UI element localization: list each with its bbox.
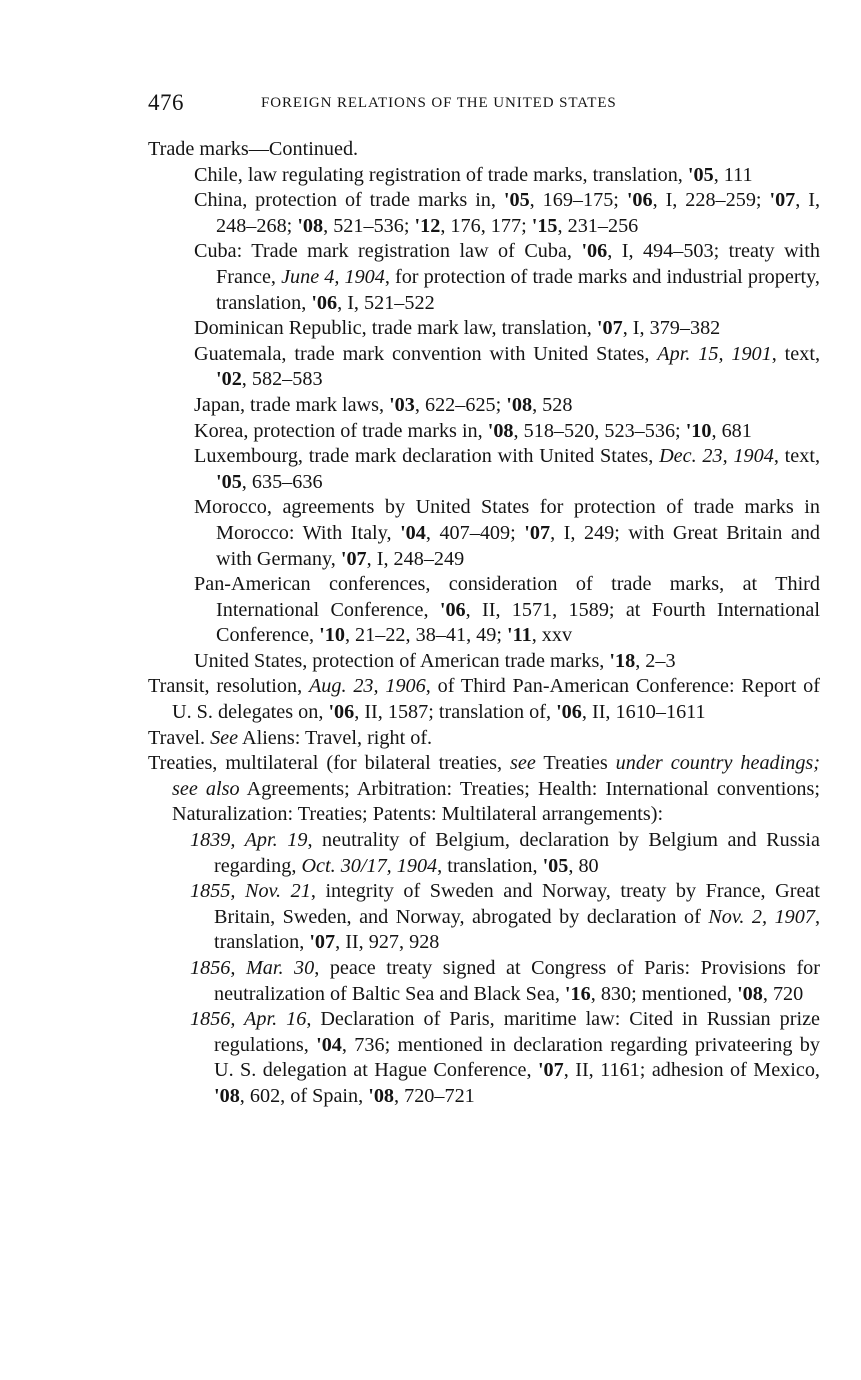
year-reference: '08 bbox=[297, 214, 324, 237]
entry-text: , 635–636 bbox=[241, 470, 323, 493]
entry-text: Pan-American conferences, consideration of trade marks, at Third International Conference, bbox=[194, 573, 820, 621]
index-subentry bbox=[148, 572, 820, 649]
entry-text: Japan, trade mark laws, bbox=[194, 393, 390, 416]
year-reference: '05 bbox=[687, 163, 714, 186]
italic-text: Dec. 23, 1904 bbox=[659, 445, 774, 468]
entry-text: , 582–583 bbox=[241, 368, 323, 391]
italic-text: 1855, Nov. 21 bbox=[190, 880, 311, 903]
year-reference: '07 bbox=[537, 1059, 564, 1082]
entry-text: Treaties, multilateral (for bilateral treaties, bbox=[148, 752, 510, 775]
entry-text: , I, 521–522 bbox=[337, 291, 435, 314]
entry-text: , 720 bbox=[762, 982, 804, 1005]
italic-text: Nov. 2, 1907 bbox=[708, 905, 815, 928]
index-subentry bbox=[148, 419, 820, 445]
year-reference: '04 bbox=[400, 521, 426, 544]
entry-text: , II, 1610–1611 bbox=[581, 701, 706, 724]
year-reference: '08 bbox=[214, 1084, 240, 1107]
index-subentry bbox=[148, 163, 820, 189]
year-reference: '10 bbox=[319, 624, 345, 647]
year-reference: '11 bbox=[507, 624, 532, 647]
entry-text: , 21–22, 38–41, 49; bbox=[344, 624, 507, 647]
italic-text: under country headings; see also bbox=[172, 752, 821, 800]
entry-text: , peace treaty signed at Congress of Paris: Provisions for neutralization of Baltic Sea and Black Sea, bbox=[214, 957, 820, 1005]
year-reference: '06 bbox=[439, 598, 466, 621]
entry-text: , 528 bbox=[532, 393, 573, 416]
entry-text: Korea, protection of trade marks in, bbox=[194, 419, 488, 442]
year-reference: '12 bbox=[414, 214, 441, 237]
year-reference: '03 bbox=[389, 393, 415, 416]
entry-text: , Declaration of Paris, maritime law: Cited in Russian prize regulations, bbox=[214, 1008, 820, 1056]
year-reference: '08 bbox=[506, 393, 533, 416]
page-number: 476 bbox=[148, 90, 184, 115]
year-reference: '06 bbox=[626, 189, 653, 212]
index-heading-entry bbox=[148, 137, 820, 163]
entry-text: , 176, 177; bbox=[440, 214, 532, 237]
year-reference: '06 bbox=[328, 701, 355, 724]
entry-text: , 169–175; bbox=[529, 189, 627, 212]
entry-text: Chile, law regulating registration of trade marks, translation, bbox=[194, 163, 688, 186]
year-reference: '02 bbox=[216, 368, 242, 391]
entry-text: , 736; mentioned in declaration regarding privateering by U. S. delegation at Hague Conference, bbox=[214, 1033, 820, 1082]
entry-text: , 720–721 bbox=[394, 1084, 475, 1107]
index-heading-entry bbox=[148, 674, 820, 725]
index-subentry bbox=[148, 956, 820, 1007]
entry-text: Treaties bbox=[535, 752, 616, 775]
entry-text: United States, protection of American trade marks, bbox=[194, 649, 610, 672]
entry-text: Dominican Republic, trade mark law, translation, bbox=[194, 317, 597, 340]
entry-text: , neutrality of Belgium, declaration by Belgium and Russia regarding, bbox=[214, 829, 820, 877]
entry-text: , I, 248–268; bbox=[216, 189, 820, 237]
index-subentry bbox=[148, 342, 820, 393]
entry-text: , for protection of trade marks and industrial property, translation, bbox=[216, 265, 820, 314]
italic-text: June 4, 1904 bbox=[281, 265, 385, 288]
year-reference: '07 bbox=[596, 317, 623, 340]
year-reference: '07 bbox=[524, 521, 551, 544]
year-reference: '07 bbox=[340, 547, 367, 570]
year-reference: '18 bbox=[609, 649, 636, 672]
entry-text: , integrity of Sweden and Norway, treaty by France, Great Britain, Sweden, and Norway, abrogated by declaration of bbox=[214, 880, 820, 928]
entry-text: Morocco, agreements by United States for protection of trade marks in Morocco: With Italy, bbox=[194, 496, 820, 544]
index-subentry bbox=[148, 188, 820, 239]
entry-text: , I, 249; with Great Britain and with Germany, bbox=[216, 521, 821, 570]
index-subentry bbox=[148, 495, 820, 572]
entry-text: Travel. bbox=[148, 726, 211, 749]
entry-text: , translation, bbox=[214, 905, 820, 954]
italic-text: see bbox=[510, 752, 536, 775]
year-reference: '07 bbox=[769, 189, 796, 212]
index-subentry bbox=[148, 828, 820, 879]
entry-text: , translation, bbox=[437, 854, 543, 877]
entry-text: Trade marks—Continued. bbox=[148, 138, 359, 160]
year-reference: '05 bbox=[542, 854, 569, 877]
italic-text: See bbox=[210, 726, 239, 749]
index-subentry bbox=[148, 1007, 820, 1109]
entry-text: , I, 379–382 bbox=[622, 317, 721, 340]
year-reference: '04 bbox=[316, 1033, 342, 1056]
page-header bbox=[148, 90, 818, 120]
year-reference: '06 bbox=[581, 240, 608, 263]
entry-text: , 111 bbox=[713, 163, 753, 186]
entry-text: China, protection of trade marks in, bbox=[194, 189, 504, 212]
index-subentry bbox=[148, 393, 820, 419]
year-reference: '10 bbox=[685, 419, 712, 442]
entry-text: , 80 bbox=[568, 854, 599, 877]
index-subentry bbox=[148, 879, 820, 956]
entry-text: , 681 bbox=[711, 419, 752, 442]
entry-text: Transit, resolution, bbox=[148, 675, 309, 698]
index-subentry bbox=[148, 316, 820, 342]
italic-text: Aug. 23, 1906 bbox=[308, 675, 426, 698]
year-reference: '06 bbox=[311, 291, 338, 314]
year-reference: '05 bbox=[503, 189, 530, 212]
index-heading-entry bbox=[148, 726, 820, 752]
entry-text: , 2–3 bbox=[635, 649, 676, 672]
entry-text: , I, 248–249 bbox=[366, 547, 465, 570]
year-reference: '05 bbox=[216, 470, 242, 493]
entry-text: , II, 1587; translation of, bbox=[354, 701, 557, 724]
entry-text: , II, 1571, 1589; at Fourth International Conference, bbox=[216, 598, 820, 647]
entry-text: , 518–520, 523–536; bbox=[513, 419, 686, 442]
entry-text: , II, 927, 928 bbox=[335, 931, 440, 954]
entry-text: , 521–536; bbox=[323, 214, 415, 237]
entry-text: , 407–409; bbox=[425, 521, 525, 544]
italic-text: 1839, Apr. 19 bbox=[190, 829, 308, 852]
entry-text: Agreements; Arbitration: Treaties; Health: International conventions; Naturalization: Treaties; Patents: Multilateral arrangements): bbox=[172, 777, 820, 826]
index-subentry bbox=[148, 239, 820, 316]
entry-text: , xxv bbox=[531, 624, 573, 647]
entry-text: , text, bbox=[773, 445, 820, 468]
entry-text: Luxembourg, trade mark declaration with United States, bbox=[194, 445, 660, 468]
index-heading-entry bbox=[148, 751, 820, 828]
year-reference: '08 bbox=[487, 419, 514, 442]
italic-text: Apr. 15, 1901 bbox=[657, 342, 772, 365]
entry-text: Aliens: Travel, right of. bbox=[238, 726, 433, 749]
entry-text: , II, 1161; adhesion of Mexico, bbox=[563, 1059, 820, 1082]
year-reference: '07 bbox=[309, 931, 336, 954]
running-title: FOREIGN RELATIONS OF THE UNITED STATES bbox=[261, 95, 617, 111]
entry-text: , 830; mentioned, bbox=[590, 982, 738, 1005]
index-content bbox=[148, 137, 820, 1110]
italic-text: Oct. 30/17, 1904 bbox=[301, 854, 438, 877]
italic-text: 1856, Mar. 30 bbox=[190, 957, 315, 979]
entry-text: , 622–625; bbox=[414, 393, 507, 416]
entry-text: , I, 494–503; treaty with France, bbox=[216, 240, 820, 288]
entry-text: , 231–256 bbox=[557, 214, 639, 237]
year-reference: '06 bbox=[556, 701, 582, 724]
entry-text: , 602, of Spain, bbox=[239, 1084, 369, 1107]
year-reference: '08 bbox=[368, 1084, 395, 1107]
year-reference: '08 bbox=[737, 982, 763, 1005]
year-reference: '15 bbox=[531, 214, 558, 237]
index-subentry bbox=[148, 444, 820, 495]
entry-text: , text, bbox=[771, 342, 820, 365]
year-reference: '16 bbox=[564, 982, 591, 1005]
index-subentry bbox=[148, 649, 820, 675]
italic-text: 1856, Apr. 16 bbox=[190, 1008, 307, 1031]
entry-text: , I, 228–259; bbox=[652, 189, 770, 212]
entry-text: , of Third Pan-American Conference: Report of U. S. delegates on, bbox=[172, 675, 820, 724]
entry-text: Cuba: Trade mark registration law of Cuba, bbox=[194, 240, 582, 263]
entry-text: Guatemala, trade mark convention with United States, bbox=[194, 342, 658, 365]
